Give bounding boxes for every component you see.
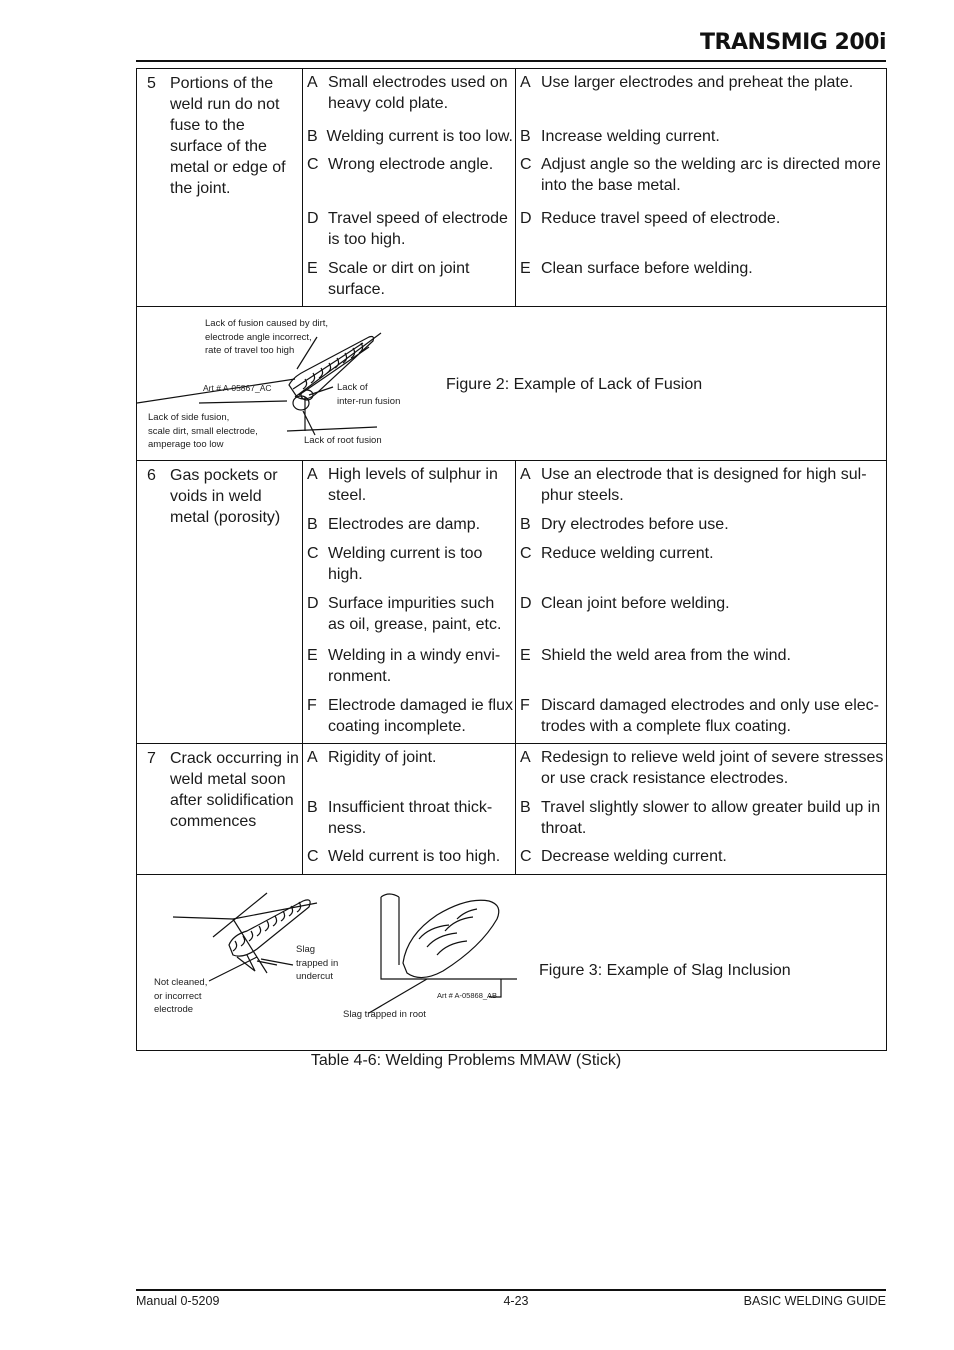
footer-manual-number: Manual 0-5209 bbox=[136, 1294, 220, 1308]
remedy-text: Adjust angle so the welding arc is directed more into the base metal. bbox=[541, 156, 881, 194]
problem-cell bbox=[137, 461, 303, 744]
cause-letter: C bbox=[307, 545, 319, 562]
remedy-item bbox=[516, 543, 886, 593]
remedy-letter: A bbox=[520, 466, 531, 483]
remedy-cell bbox=[516, 69, 887, 307]
remedy-item bbox=[516, 258, 886, 279]
cause-text: Travel speed of electrode is too high. bbox=[328, 210, 508, 248]
label-line: scale dirt, small electrode, bbox=[148, 425, 258, 437]
remedy-text: Decrease welding current. bbox=[541, 848, 727, 865]
remedy-text: Redesign to relieve weld joint of severe stresses or use crack resistance electrodes. bbox=[541, 749, 884, 787]
label-line: amperage too low bbox=[148, 439, 224, 450]
cause-text: Welding in a windy envi-ronment. bbox=[328, 647, 501, 685]
remedy-letter: B bbox=[520, 799, 531, 816]
remedy-item bbox=[516, 208, 886, 258]
cause-item bbox=[303, 645, 515, 695]
label-inter-run bbox=[337, 381, 400, 408]
cause-letter: B bbox=[307, 799, 318, 816]
remedy-cell bbox=[516, 461, 887, 744]
cause-text: Insufficient throat thick-ness. bbox=[328, 799, 493, 837]
figure-2-caption: Figure 2: Example of Lack of Fusion bbox=[446, 376, 703, 393]
label-line: trapped in bbox=[296, 957, 339, 969]
remedy-letter: A bbox=[520, 749, 531, 766]
remedy-text: Clean surface before welding. bbox=[541, 260, 753, 277]
problem-description: Gas pockets or voids in weld metal (porosity) bbox=[170, 467, 281, 526]
cause-text: Weld current is too high. bbox=[328, 848, 501, 865]
problem-number: 7 bbox=[147, 750, 156, 767]
footer-section-title: BASIC WELDING GUIDE bbox=[743, 1294, 886, 1308]
remedy-text: Discard damaged electrodes and only use elec-trodes with a complete flux coating. bbox=[541, 697, 879, 735]
remedy-item bbox=[516, 154, 886, 208]
cause-letter: C bbox=[307, 848, 319, 865]
label-line: inter-run fusion bbox=[337, 395, 401, 407]
cause-item bbox=[303, 208, 515, 258]
cause-letter: F bbox=[307, 697, 317, 714]
table-caption: Table 4-6: Welding Problems MMAW (Stick) bbox=[310, 1052, 622, 1069]
label-slag-undercut bbox=[296, 943, 338, 984]
problem-cell bbox=[137, 69, 303, 307]
cause-letter: C bbox=[307, 156, 319, 173]
remedy-item bbox=[516, 72, 886, 126]
remedy-item bbox=[516, 514, 886, 543]
cause-text: Small electrodes used on heavy cold plate. bbox=[328, 74, 508, 112]
cause-item bbox=[303, 695, 515, 737]
cause-text: Scale or dirt on joint surface. bbox=[328, 260, 470, 298]
label-line: Lack of fusion caused by dirt, bbox=[205, 318, 329, 329]
figure-2-cell bbox=[137, 307, 887, 461]
remedy-text: Increase welding current. bbox=[541, 128, 720, 145]
cause-item bbox=[303, 154, 515, 208]
cause-item bbox=[303, 846, 515, 867]
label-root-fusion: Lack of root fusion bbox=[304, 435, 382, 446]
remedy-item bbox=[516, 593, 886, 645]
document-title: TRANSMIG 200i bbox=[700, 30, 886, 55]
remedy-text: Reduce welding current. bbox=[541, 545, 714, 562]
remedy-text: Reduce travel speed of electrode. bbox=[541, 210, 781, 227]
label-lack-of-fusion bbox=[205, 317, 328, 358]
remedy-item bbox=[516, 695, 886, 737]
cause-item bbox=[303, 543, 515, 593]
label-line: electrode bbox=[154, 1004, 194, 1015]
art-number: Art # A-05868_AB bbox=[437, 991, 498, 1000]
cause-item bbox=[303, 514, 515, 543]
cause-letter: A bbox=[307, 466, 318, 483]
cause-letter: A bbox=[307, 749, 318, 766]
cause-cell bbox=[303, 461, 516, 744]
problem-description: Crack occurring in weld metal soon after solidification commences bbox=[170, 750, 299, 830]
label-line: Slag bbox=[296, 944, 316, 955]
label-line: or incorrect bbox=[154, 990, 202, 1002]
problem-number: 6 bbox=[147, 467, 156, 484]
remedy-text: Shield the weld area from the wind. bbox=[541, 647, 791, 664]
header-rule bbox=[136, 60, 886, 62]
cause-text: Electrode damaged ie flux coating incomplete. bbox=[328, 697, 513, 735]
cause-letter: A bbox=[307, 74, 318, 91]
cause-item bbox=[303, 593, 515, 645]
problem-cell bbox=[137, 744, 303, 875]
cause-text: Surface impurities such as oil, grease, paint, etc. bbox=[328, 595, 502, 633]
cause-item bbox=[303, 747, 515, 797]
welding-problems-table bbox=[136, 68, 887, 1051]
remedy-item bbox=[516, 645, 886, 695]
remedy-letter: C bbox=[520, 545, 532, 562]
cause-cell bbox=[303, 69, 516, 307]
figure-3-cell bbox=[137, 875, 887, 1051]
remedy-item bbox=[516, 464, 886, 514]
cause-item bbox=[303, 797, 515, 846]
label-line: electrode angle incorrect, bbox=[205, 331, 312, 343]
figure-3-caption: Figure 3: Example of Slag Inclusion bbox=[539, 962, 791, 979]
cause-letter: B bbox=[307, 128, 318, 145]
label-line: Not cleaned, bbox=[154, 977, 208, 988]
cause-letter: D bbox=[307, 210, 319, 227]
cause-text: Rigidity of joint. bbox=[328, 749, 437, 766]
label-line: Lack of bbox=[337, 382, 368, 393]
remedy-letter: E bbox=[520, 647, 531, 664]
cause-cell bbox=[303, 744, 516, 875]
remedy-cell bbox=[516, 744, 887, 875]
cause-letter: E bbox=[307, 260, 318, 277]
remedy-item bbox=[516, 846, 886, 867]
remedy-letter: B bbox=[520, 128, 531, 145]
remedy-text: Use larger electrodes and preheat the plate. bbox=[541, 74, 854, 91]
cause-text: Welding current is too high. bbox=[328, 545, 483, 583]
label-line: rate of travel too high bbox=[205, 345, 295, 356]
cause-letter: E bbox=[307, 647, 318, 664]
remedy-letter: C bbox=[520, 848, 532, 865]
footer-page-number: 4-23 bbox=[503, 1294, 529, 1308]
problem-description: Portions of the weld run do not fuse to the surface of the metal or edge of the joint. bbox=[170, 75, 286, 197]
remedy-letter: F bbox=[520, 697, 530, 714]
label-side-fusion bbox=[148, 411, 258, 452]
cause-item bbox=[303, 258, 515, 300]
cause-text: Electrodes are damp. bbox=[328, 516, 481, 533]
problem-row-5 bbox=[137, 69, 887, 307]
cause-item bbox=[303, 126, 515, 154]
label-not-cleaned bbox=[154, 976, 207, 1017]
cause-item bbox=[303, 464, 515, 514]
remedy-item bbox=[516, 126, 886, 154]
remedy-letter: D bbox=[520, 595, 532, 612]
remedy-letter: B bbox=[520, 516, 531, 533]
remedy-text: Dry electrodes before use. bbox=[541, 516, 729, 533]
figure-3-row bbox=[137, 875, 887, 1051]
problem-row-7 bbox=[137, 744, 887, 875]
cause-text: Welding current is too low. bbox=[326, 128, 513, 145]
label-line: undercut bbox=[296, 971, 333, 982]
cause-letter: B bbox=[307, 516, 318, 533]
problem-row-6 bbox=[137, 461, 887, 744]
label-slag-root: Slag trapped in root bbox=[343, 1009, 426, 1020]
remedy-letter: D bbox=[520, 210, 532, 227]
remedy-letter: E bbox=[520, 260, 531, 277]
figure-2-row bbox=[137, 307, 887, 461]
cause-text: High levels of sulphur in steel. bbox=[328, 466, 498, 504]
remedy-text: Travel slightly slower to allow greater build up in throat. bbox=[541, 799, 881, 837]
art-number: Art # A-05867_AC bbox=[203, 383, 272, 393]
cause-letter: D bbox=[307, 595, 319, 612]
remedy-letter: C bbox=[520, 156, 532, 173]
cause-item bbox=[303, 72, 515, 126]
remedy-item bbox=[516, 797, 886, 846]
remedy-text: Use an electrode that is designed for high sul-phur steels. bbox=[541, 466, 867, 504]
problem-number: 5 bbox=[147, 75, 156, 92]
footer-rule bbox=[136, 1289, 886, 1291]
remedy-letter: A bbox=[520, 74, 531, 91]
label-line: Lack of side fusion, bbox=[148, 412, 230, 423]
remedy-text: Clean joint before welding. bbox=[541, 595, 730, 612]
remedy-item bbox=[516, 747, 886, 797]
cause-text: Wrong electrode angle. bbox=[328, 156, 494, 173]
